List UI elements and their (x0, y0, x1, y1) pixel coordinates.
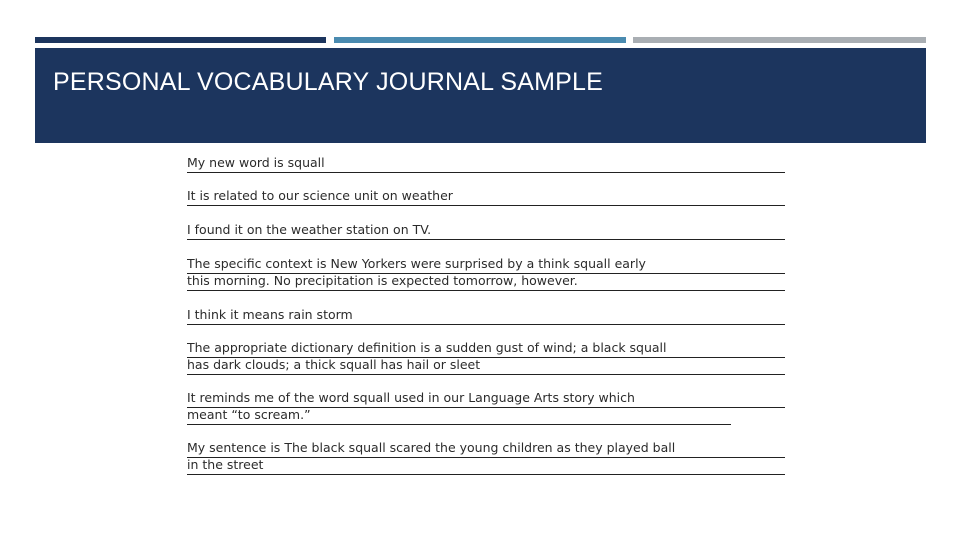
answer-sentence-line-2: in the street (187, 458, 264, 472)
vocabulary-journal-sample (187, 156, 785, 475)
answer-reminds-line-2: meant “to scream.” (187, 408, 311, 422)
journal-line (187, 458, 785, 475)
title-band (35, 48, 926, 143)
prompt-new-word: My new word is (187, 156, 284, 170)
journal-line (187, 391, 785, 408)
journal-line (187, 274, 785, 291)
entry-context (187, 257, 785, 291)
journal-line (187, 408, 731, 425)
journal-line (187, 257, 785, 274)
accent-bar-2 (334, 37, 626, 43)
prompt-found: I found it (187, 223, 243, 237)
answer-found: on the weather station on TV. (246, 223, 432, 237)
entry-reminds (187, 391, 785, 425)
answer-new-word: squall (287, 156, 325, 170)
journal-line (187, 341, 785, 358)
prompt-context: The specific context is (187, 257, 327, 271)
slide-title: PERSONAL VOCABULARY JOURNAL SAMPLE (53, 68, 604, 96)
prompt-reminds: It reminds me of the (187, 391, 315, 405)
journal-line (187, 189, 785, 206)
prompt-definition: The appropriate dictionary definition is (187, 341, 431, 355)
answer-related: our science unit on weather (278, 189, 453, 203)
prompt-related: It is related to (187, 189, 275, 203)
entry-related (187, 189, 785, 206)
accent-bar-1 (35, 37, 326, 43)
answer-definition-line-1: a sudden gust of wind; a black squall (434, 341, 667, 355)
entry-think (187, 308, 785, 325)
entry-sentence (187, 441, 785, 475)
answer-sentence-line-1: The black squall scared the young children as they played ball (284, 441, 676, 455)
entry-new-word (187, 156, 785, 173)
answer-definition-line-2: has dark clouds; a thick squall has hail or sleet (187, 358, 481, 372)
prompt-think: I think it means (187, 308, 285, 322)
answer-think: rain storm (288, 308, 353, 322)
journal-line (187, 441, 785, 458)
entry-definition (187, 341, 785, 375)
answer-context-line-2: this morning. No precipitation is expected tomorrow, however. (187, 274, 578, 288)
answer-reminds-line-1: word squall used in our Language Arts story which (318, 391, 635, 405)
entry-found (187, 223, 785, 240)
journal-line (187, 308, 785, 325)
journal-line (187, 358, 785, 375)
accent-bar-3 (633, 37, 926, 43)
journal-line (187, 156, 785, 173)
prompt-sentence: My sentence is (187, 441, 281, 455)
journal-line (187, 223, 785, 240)
answer-context-line-1: New Yorkers were surprised by a think squall early (330, 257, 646, 271)
